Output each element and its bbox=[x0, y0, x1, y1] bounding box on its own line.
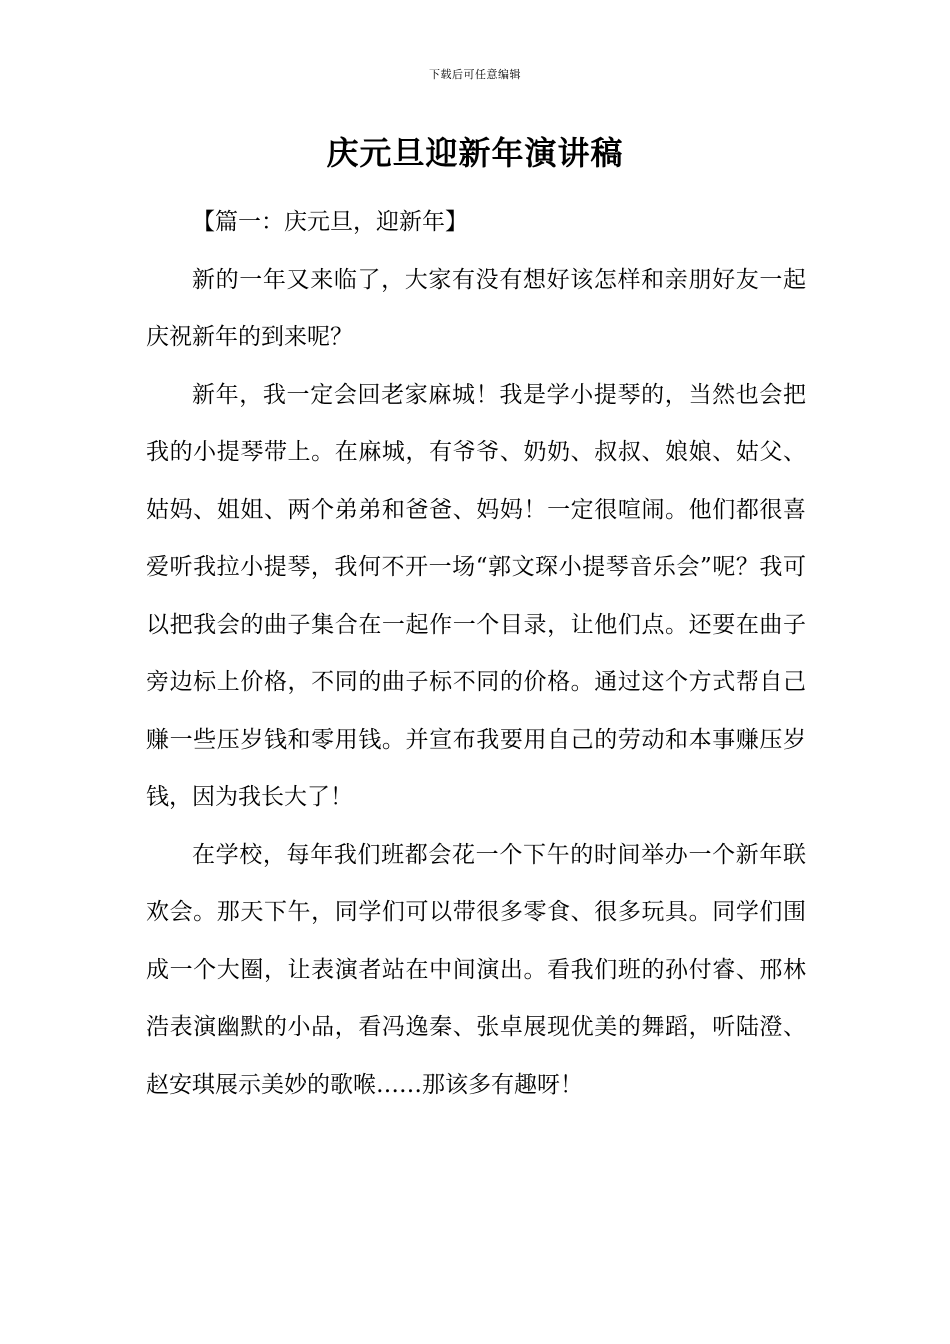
section-heading: 【篇一：庆元旦，迎新年】 bbox=[192, 209, 468, 235]
header-note: 下载后可任意编辑 bbox=[429, 68, 521, 81]
document-body bbox=[146, 194, 806, 1114]
paragraph: 在学校，每年我们班都会花一个下午的时间举办一个新年联欢会。那天下午，同学们可以带很多零食、很多玩具。同学们围成一个大圈，让表演者站在中间演出。看我们班的孙付睿、邢林浩表演幽默的小品，看冯逸秦、张卓展现优美的舞蹈，听陆澄、赵安琪展示美妙的歌喉……那该多有趣呀！ bbox=[146, 841, 806, 1098]
paragraph: 新的一年又来临了，大家有没有想好该怎样和亲朋好友一起庆祝新年的到来呢？ bbox=[146, 266, 806, 350]
page-title: 庆元旦迎新年演讲稿 bbox=[326, 134, 624, 172]
paragraph: 新年，我一定会回老家麻城！我是学小提琴的，当然也会把我的小提琴带上。在麻城，有爷爷、奶奶、叔叔、娘娘、姑父、姑妈、姐姐、两个弟弟和爸爸、妈妈！一定很喧闹。他们都很喜爱听我拉小提琴，我何不开一场“郭文琛小提琴音乐会”呢？我可以把我会的曲子集合在一起作一个目录，让他们点。还要在曲子旁边标上价格，不同的曲子标不同的价格。通过这个方式帮自己赚一些压岁钱和零用钱。并宣布我要用自己的劳动和本事赚压岁钱，因为我长大了！ bbox=[146, 381, 806, 810]
